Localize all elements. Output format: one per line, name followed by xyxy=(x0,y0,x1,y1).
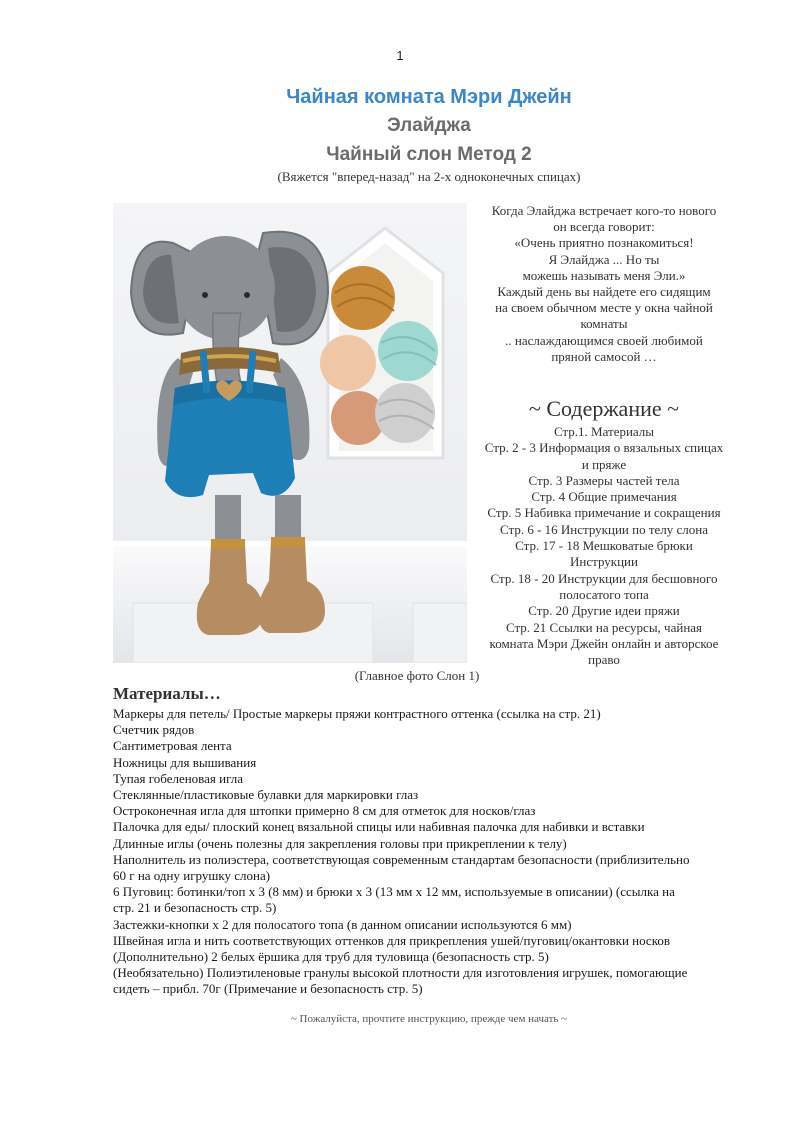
footer-note: ~ Пожалуйста, прочтите инструкцию, прежде чем начать ~ xyxy=(290,1013,568,1025)
intro-line: Когда Элайджа встречает кого-то нового xyxy=(491,203,717,218)
intro-line: Я Элайджа ... Но ты xyxy=(548,251,660,267)
intro-text xyxy=(468,203,740,365)
intro-line: можешь называть меня Эли.» xyxy=(522,267,686,283)
materials-line: 6 Пуговиц: ботинки/топ x 3 (8 мм) и брюки x 3 (13 мм x 12 мм, используемые в описании) (ссылка на xyxy=(113,884,675,900)
toc-line: Стр. 21 Ссылки на ресурсы, чайная xyxy=(505,619,703,635)
toc-line: Стр. 18 - 20 Инструкции для бесшовного xyxy=(490,570,718,586)
materials-line: сидеть – прибл. 70г (Примечание и безопасность стр. 5) xyxy=(113,981,423,997)
materials-line: Швейная игла и нить соответствующих оттенков для прикрепления ушей/пуговиц/окантовки носков xyxy=(113,932,670,948)
materials-line: Сантиметровая лента xyxy=(113,738,232,754)
materials-list xyxy=(113,706,753,998)
intro-line: «Очень приятно познакомиться! xyxy=(514,235,694,251)
intro-line: на своем обычном месте у окна чайной xyxy=(495,300,713,316)
materials-line: (Необязательно) Полиэтиленовые гранулы высокой плотности для изготовления игрушек, помогающие xyxy=(113,965,688,981)
intro-line: .. наслаждающимся своей любимой xyxy=(505,332,703,348)
materials-line: Длинные иглы (очень полезны для закрепления головы при прикреплении к телу) xyxy=(113,835,567,851)
materials-title: Материалы… xyxy=(113,684,221,703)
intro-line: он всегда говорит: xyxy=(553,219,655,235)
pattern-name: Элайджа xyxy=(387,115,471,136)
main-elephant-photo xyxy=(113,203,467,663)
toc-line: Стр. 3 Размеры частей тела xyxy=(528,472,680,488)
page-number: 1 xyxy=(396,48,404,63)
materials-line: (Дополнительно) 2 белых ёршика для труб для туловища (безопасность стр. 5) xyxy=(113,949,549,965)
toc-title: ~ Содержание ~ xyxy=(528,396,680,421)
materials-line: Ножницы для вышивания xyxy=(113,754,257,770)
toc-line: Стр. 6 - 16 Инструкции по телу слона xyxy=(499,521,709,537)
materials-line: Счетчик рядов xyxy=(113,722,195,738)
table-of-contents xyxy=(468,424,740,668)
intro-line: Каждый день вы найдете его сидящим xyxy=(497,284,711,300)
intro-line: пряной самосой … xyxy=(551,348,657,364)
materials-line: Палочка для еды/ плоский конец вязальной спицы или набивная палочка для набивки и вставки xyxy=(113,819,645,835)
toc-line: Стр. 4 Общие примечания xyxy=(531,489,677,505)
materials-line: Стеклянные/пластиковые булавки для маркировки глаз xyxy=(113,787,419,803)
intro-line: комнаты xyxy=(580,316,628,332)
toc-line: Стр. 17 - 18 Мешковатые брюки xyxy=(515,538,693,554)
materials-line: стр. 21 и безопасность стр. 5) xyxy=(113,900,277,916)
photo-caption: (Главное фото Слон 1) xyxy=(354,668,480,683)
toc-line: Стр. 20 Другие идеи пряжи xyxy=(528,603,680,619)
toc-line: право xyxy=(588,652,620,668)
toc-line: комната Мэри Джейн онлайн и авторское xyxy=(489,635,719,651)
toc-line: Стр.1. Материалы xyxy=(553,424,655,439)
toc-line: Инструкции xyxy=(570,554,638,570)
materials-line: 60 г на одну игрушку слона) xyxy=(113,868,271,884)
toc-line: Стр. 5 Набивка примечание и сокращения xyxy=(487,505,721,521)
shop-title: Чайная комната Мэри Джейн xyxy=(286,86,572,108)
materials-line: Маркеры для петель/ Простые маркеры пряжи контрастного оттенка (ссылка на стр. 21) xyxy=(113,706,601,721)
toc-line: полосатого топа xyxy=(559,586,649,602)
materials-line: Тупая гобеленовая игла xyxy=(113,770,244,786)
toc-line: Стр. 2 - 3 Информация о вязальных спицах xyxy=(484,440,724,456)
pattern-subtitle: Чайный слон Метод 2 xyxy=(326,144,532,165)
knitting-method-note: (Вяжется "вперед-назад" на 2-х одноконечных спицах) xyxy=(277,169,581,184)
materials-line: Застежки-кнопки x 2 для полосатого топа (в данном описании используются 6 мм) xyxy=(113,916,572,932)
toc-line: и пряже xyxy=(581,456,627,472)
materials-line: Наполнитель из полиэстера, соответствующая современным стандартам безопасности (приблизительно xyxy=(113,851,690,867)
materials-line: Остроконечная игла для штопки примерно 8 см для отметок для носков/глаз xyxy=(113,803,536,819)
elephant-illustration xyxy=(113,203,467,663)
